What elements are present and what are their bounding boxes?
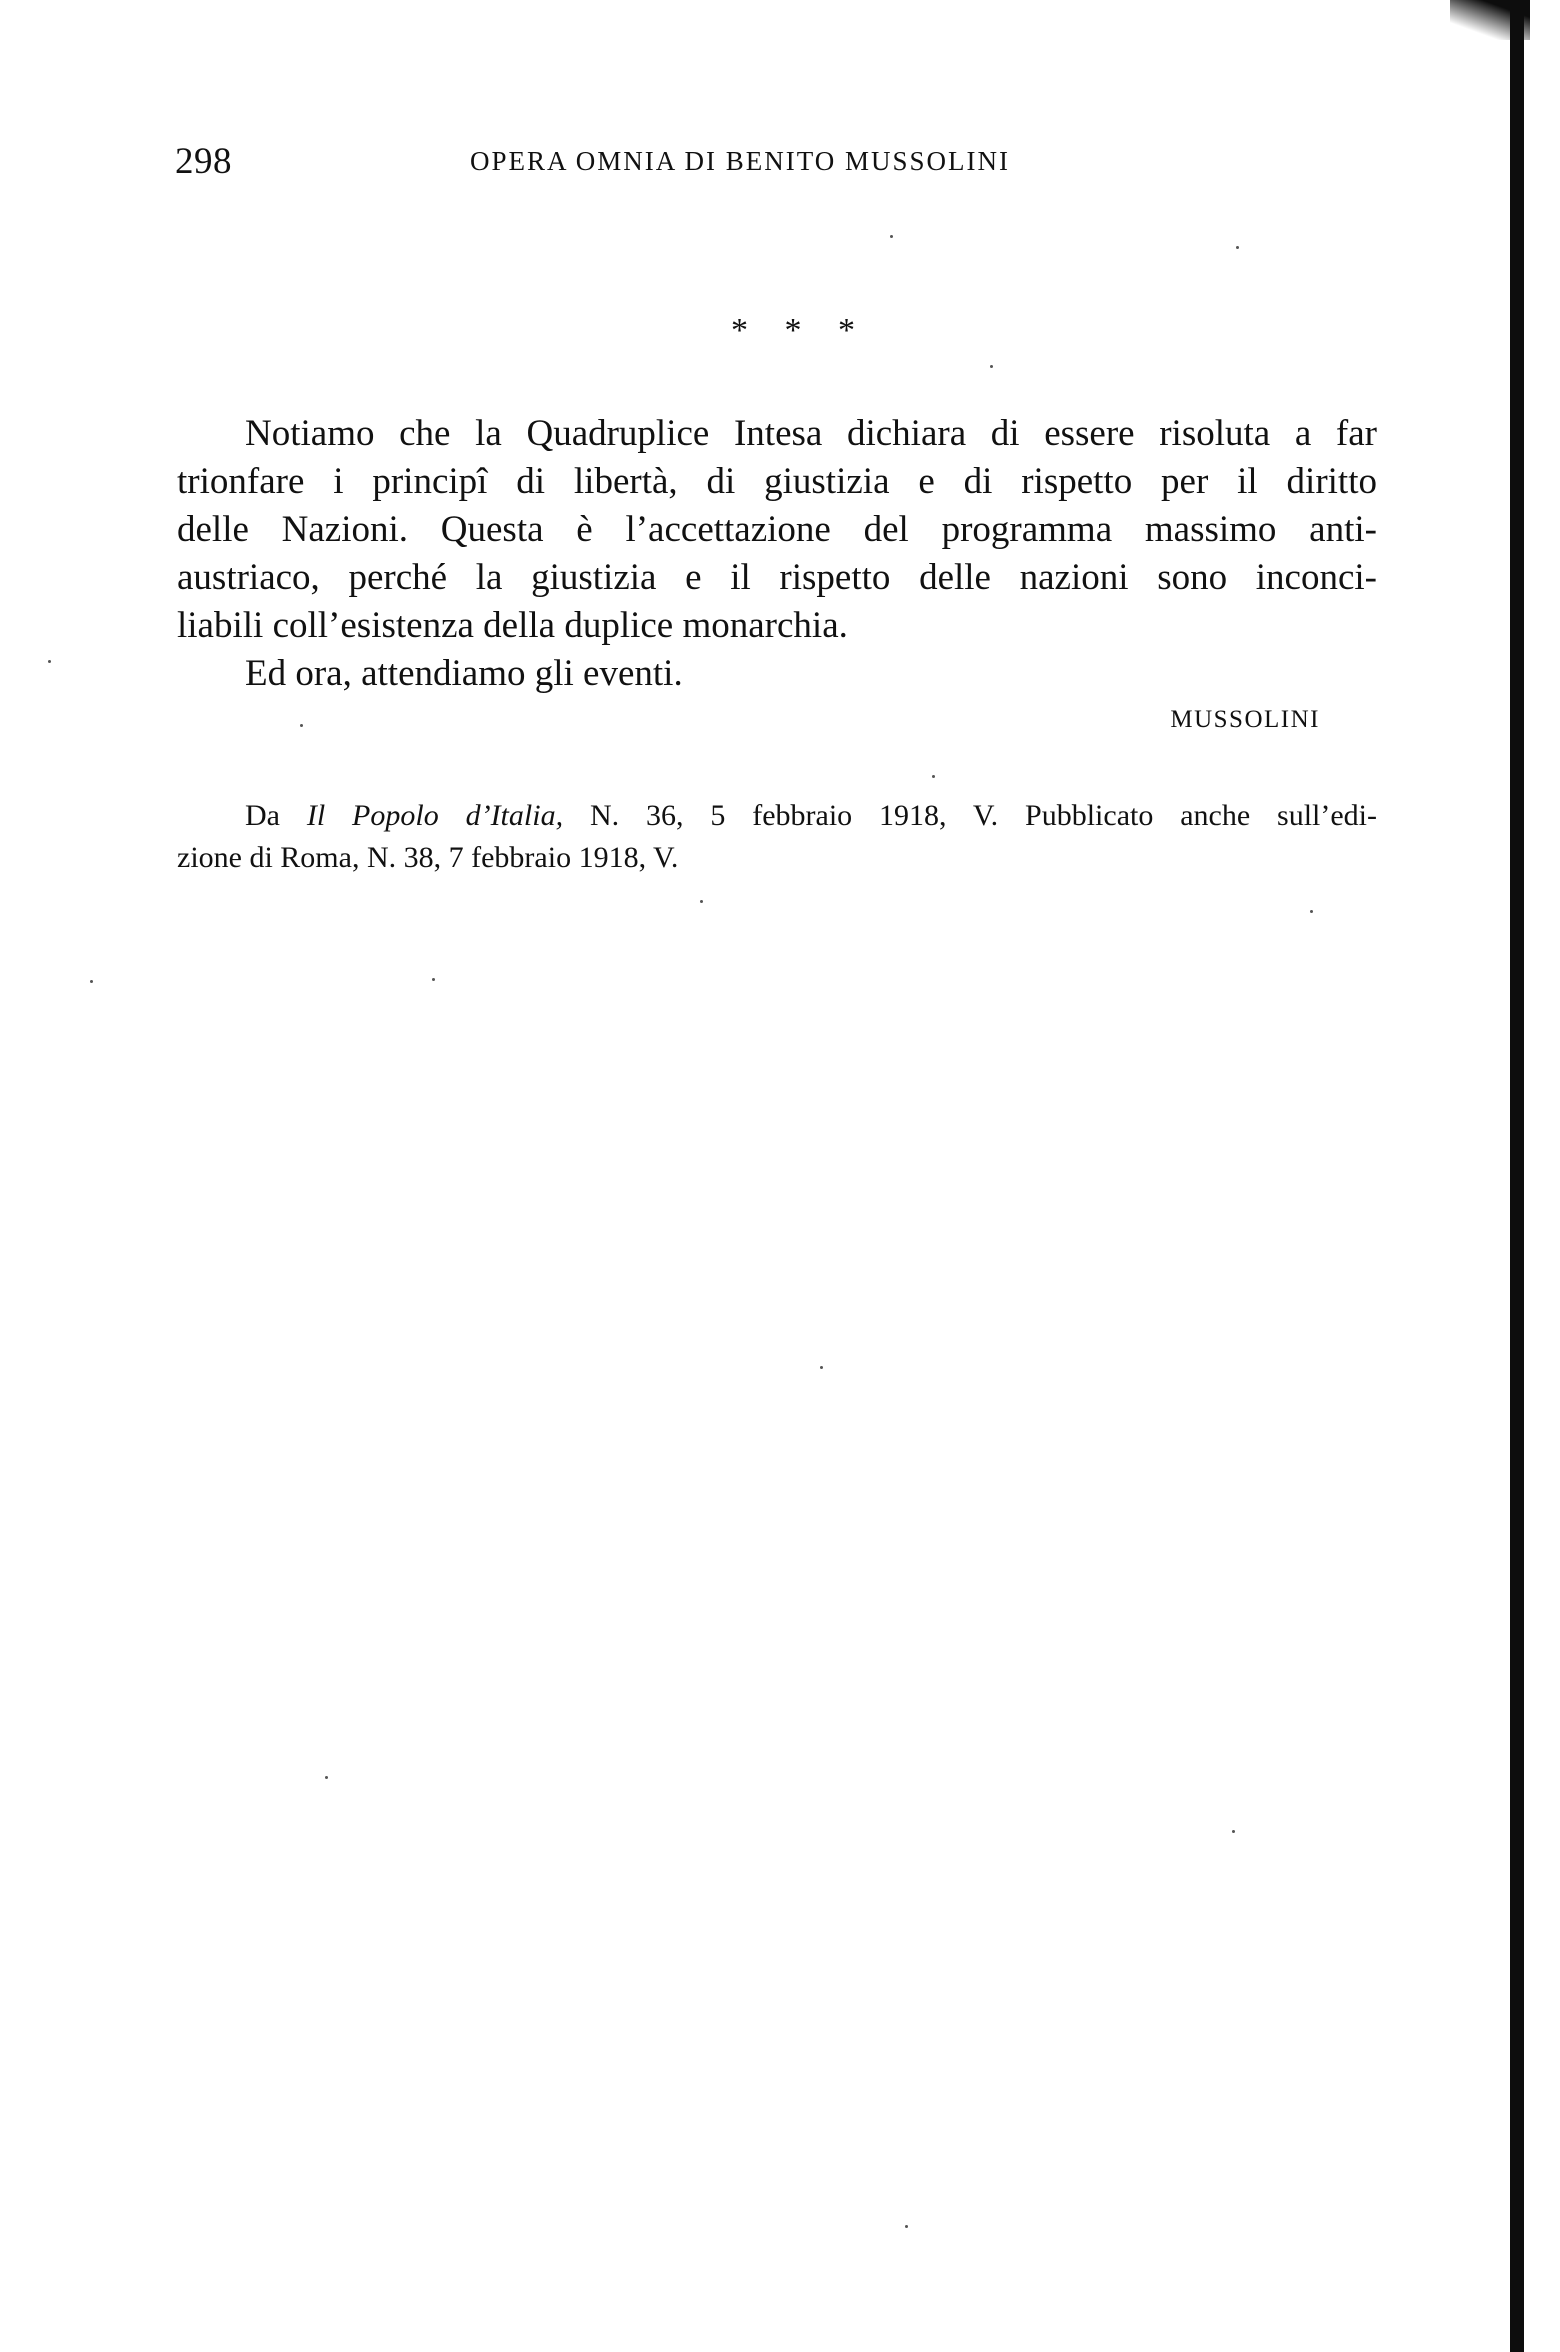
body-line: liabili coll’esistenza della duplice monarchia. <box>177 605 848 646</box>
scan-speck <box>1236 246 1239 249</box>
source-note <box>177 795 1377 879</box>
page-number: 298 <box>175 141 232 182</box>
body-line: austriaco, perché la giustizia e il rispetto delle nazioni sono inconci- <box>177 557 1377 598</box>
scan-speck <box>932 775 935 778</box>
scan-speck <box>1310 910 1313 913</box>
body-paragraphs <box>177 410 1377 698</box>
source-note-line: zione di Roma, N. 38, 7 febbraio 1918, V. <box>177 841 679 874</box>
scan-speck <box>990 365 993 368</box>
scan-speck <box>905 2225 908 2228</box>
scan-speck <box>700 900 703 903</box>
scan-speck <box>432 978 435 981</box>
scan-speck <box>1232 1830 1235 1833</box>
author-signature: MUSSOLINI <box>1170 706 1320 733</box>
body-line: delle Nazioni. Questa è l’accettazione del programma massimo anti- <box>177 509 1377 550</box>
source-details: N. 36, 5 febbraio 1918, V. Pubblicato anche sull’edi- <box>563 799 1378 832</box>
running-head <box>175 140 1090 184</box>
source-note-line <box>177 795 1377 837</box>
body-line: Ed ora, attendiamo gli eventi. <box>245 653 683 694</box>
body-line: trionfare i principî di libertà, di giustizia e di rispetto per il diritto <box>177 461 1377 502</box>
scan-speck <box>890 235 893 238</box>
binding-edge-shadow <box>1450 0 1530 40</box>
periodical-title: Il Popolo d’Italia, <box>306 799 564 832</box>
section-separator: * * * <box>731 312 869 349</box>
scan-speck <box>325 1776 328 1779</box>
scan-speck <box>300 724 303 727</box>
scan-speck <box>820 1366 823 1369</box>
scan-speck <box>48 660 51 663</box>
body-line: Notiamo che la Quadruplice Intesa dichiara di essere risoluta a far <box>245 413 1377 454</box>
header-title: OPERA OMNIA DI BENITO MUSSOLINI <box>470 146 1011 176</box>
scan-speck <box>90 980 93 983</box>
binding-edge <box>1510 0 1524 2352</box>
source-prefix: Da <box>245 799 307 832</box>
